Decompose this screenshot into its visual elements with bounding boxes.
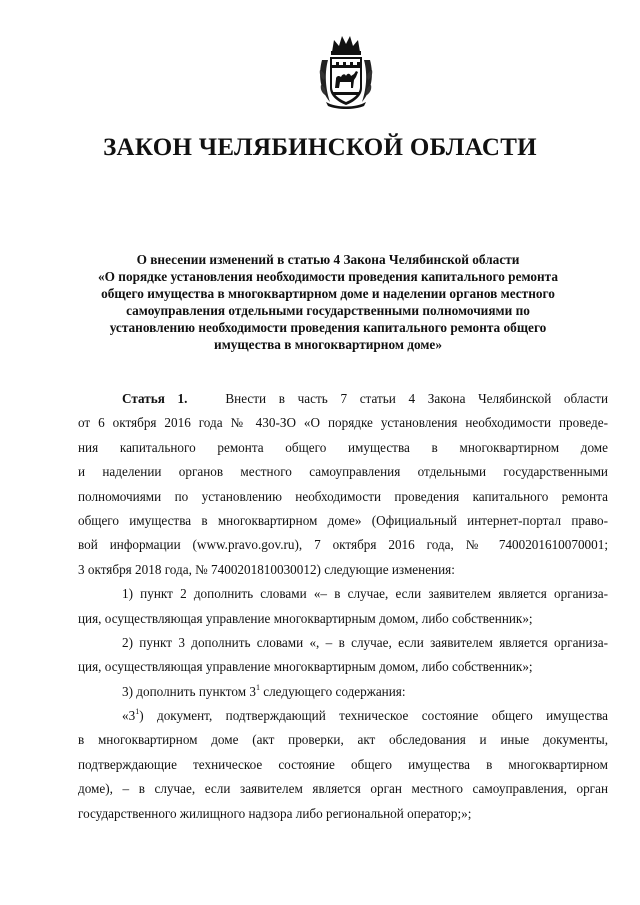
quote-line: в многоквартирном доме (акт проверки, акт обследования и иные документы, (78, 732, 608, 748)
item-3-prefix: 3) дополнить пунктом 3 (122, 683, 256, 699)
subtitle-line: «О порядке установления необходимости проведения капитального ремонта (97, 269, 559, 284)
article-line: и наделении органов местного самоуправления отдельными государственными (78, 464, 608, 480)
article-text: Внести в часть 7 статьи 4 Закона Челябинской области (225, 391, 608, 406)
item-2-line: ция, осуществляющая управление многоквартирным домом, либо собственник»; (78, 659, 533, 675)
law-subtitle (90, 251, 566, 353)
law-title: ЗАКОН ЧЕЛЯБИНСКОЙ ОБЛАСТИ (103, 134, 537, 161)
subtitle-line: общего имущества в многоквартирном доме и наделении органов местного (101, 286, 555, 301)
law-body (78, 387, 608, 826)
article-line: общего имущества в многоквартирном доме» (Официальный интернет-портал право- (78, 512, 608, 528)
item-1-line: 1) пункт 2 дополнить словами «– в случае, если заявителем является организа- (122, 586, 608, 602)
item-2-line: 2) пункт 3 дополнить словами «, – в случае, если заявителем является организа- (122, 634, 608, 650)
subtitle-line: самоуправления отдельными государственными полномочиями по (126, 303, 530, 318)
quote-superscript: 1 (135, 707, 140, 717)
article-label: Статья 1. (122, 391, 188, 406)
quote-first-line (78, 704, 608, 728)
subtitle-line: О внесении изменений в статью 4 Закона Челябинской области (136, 252, 520, 267)
article-first-line (78, 387, 608, 411)
article-line: ния капитального ремонта общего имущества в многоквартирном доме (78, 439, 608, 455)
quote-line: доме), – в случае, если заявителем является орган местного самоуправления, орган (78, 781, 608, 797)
article-line: от 6 октября 2016 года № 430-ЗО «О порядке установления необходимости проведе- (78, 415, 608, 431)
coat-of-arms-emblem (318, 30, 374, 110)
item-1-line: ция, осуществляющая управление многоквартирным домом, либо собственник»; (78, 610, 533, 626)
subtitle-line: имущества в многоквартирном доме» (214, 337, 442, 352)
item-3-suffix: следующего содержания: (259, 683, 406, 699)
article-line: полномочиями по установлению необходимости проведения капитального ремонта (78, 488, 608, 504)
quote-line: государственного жилищного надзора либо региональной оператор;»; (78, 805, 472, 821)
quote-open: «3 (122, 708, 136, 724)
subtitle-line: установлению необходимости проведения капитального ремонта общего (109, 320, 547, 335)
article-line: 3 октября 2018 года, № 7400201810030012) следующие изменения: (78, 561, 455, 577)
quote-line: подтверждающие техническое состояние общего имущества в многоквартирном (78, 756, 608, 772)
item-3-line (78, 680, 608, 704)
article-line: вой информации (www.pravo.gov.ru), 7 октября 2016 года, № 7400201610070001; (78, 537, 608, 553)
quote-text: ) документ, подтверждающий техническое состояние общего имущества (139, 708, 608, 724)
item-3-superscript: 1 (255, 682, 260, 692)
